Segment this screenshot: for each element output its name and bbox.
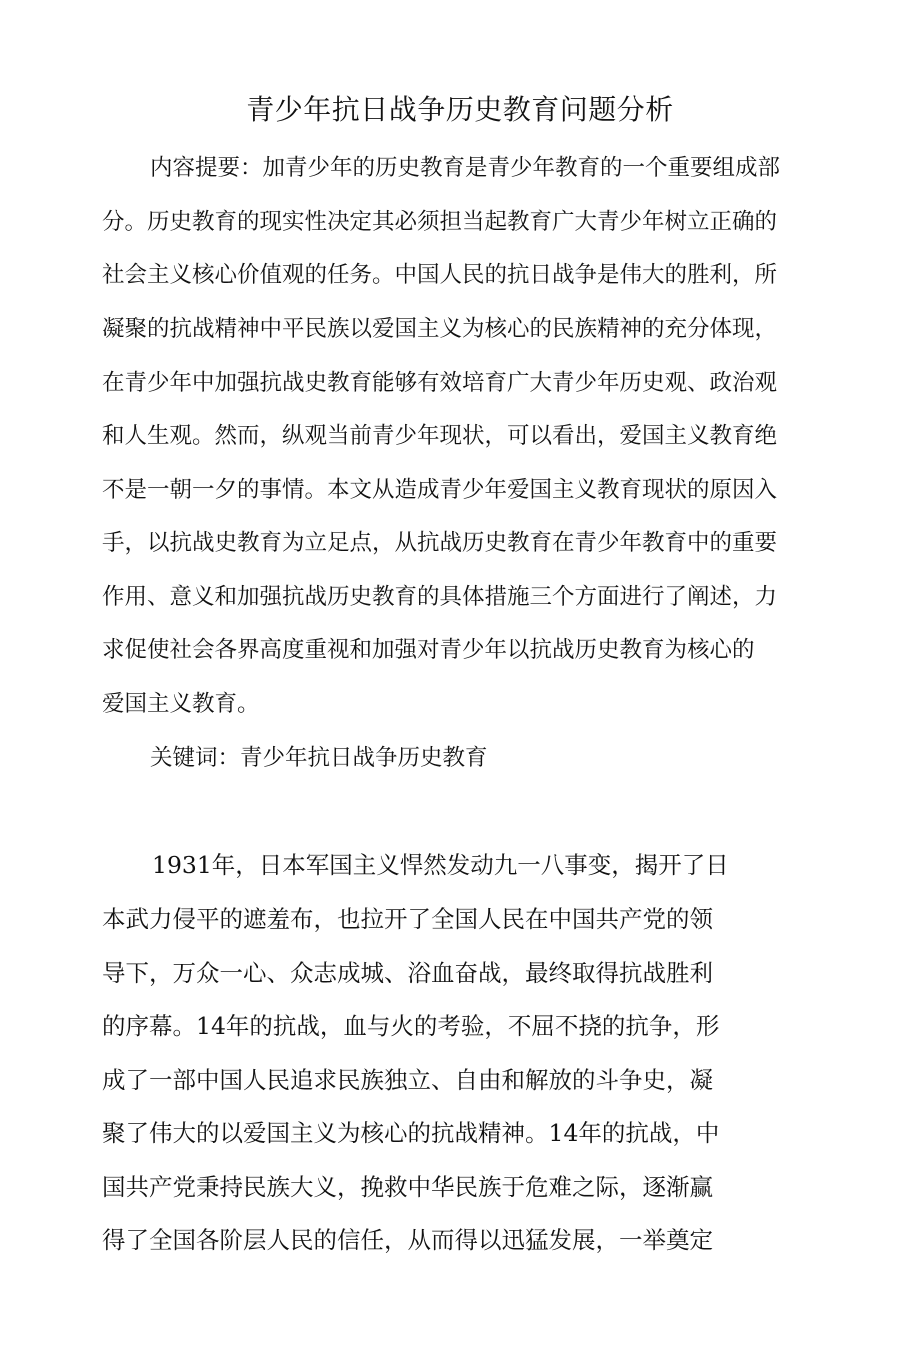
abstract-line: 作用、意义和加强抗战历史教育的具体措施三个方面进行了阐述，力: [102, 584, 778, 610]
body-line: 国共产党秉持民族大义，挽救中华民族于危难之际，逐渐赢: [102, 1173, 713, 1201]
abstract-line: 分。历史教育的现实性决定其必须担当起教育广大青少年树立正确的: [102, 209, 778, 235]
body-line: 1931年，日本军国主义悍然发动九一八事变，揭开了日: [152, 851, 729, 879]
abstract-line: 在青少年中加强抗战史教育能够有效培育广大青少年历史观、政治观: [102, 370, 778, 396]
body-line: 聚了伟大的以爱国主义为核心的抗战精神。14年的抗战，中: [102, 1119, 720, 1147]
abstract-line: 凝聚的抗战精神中平民族以爱国主义为核心的民族精神的充分体现，: [102, 316, 778, 342]
abstract-line: 社会主义核心价值观的任务。中国人民的抗日战争是伟大的胜利，所: [102, 262, 778, 288]
abstract-line: 爱国主义教育。: [102, 691, 260, 717]
document-title: 青少年抗日战争历史教育问题分析: [246, 93, 674, 126]
body-line: 的序幕。14年的抗战，血与火的考验，不屈不挠的抗争，形: [102, 1012, 720, 1040]
body-line: 导下，万众一心、众志成城、浴血奋战，最终取得抗战胜利: [102, 959, 713, 987]
abstract-line: 手，以抗战史教育为立足点，从抗战历史教育在青少年教育中的重要: [102, 530, 778, 556]
keywords-line: 关键词：青少年抗日战争历史教育: [150, 745, 488, 771]
abstract-line: 不是一朝一夕的事情。本文从造成青少年爱国主义教育现状的原因入: [102, 477, 778, 503]
abstract-line: 和人生观。然而，纵观当前青少年现状，可以看出，爱国主义教育绝: [102, 423, 778, 449]
abstract-line: 求促使社会各界高度重视和加强对青少年以抗战历史教育为核心的: [102, 637, 755, 663]
body-line: 本武力侵平的遮羞布，也拉开了全国人民在中国共产党的领: [102, 905, 713, 933]
abstract-line: 内容提要：加青少年的历史教育是青少年教育的一个重要组成部: [150, 155, 781, 181]
body-line: 得了全国各阶层人民的信任，从而得以迅猛发展，一举奠定: [102, 1226, 713, 1254]
body-line: 成了一部中国人民追求民族独立、自由和解放的斗争史，凝: [102, 1066, 713, 1094]
